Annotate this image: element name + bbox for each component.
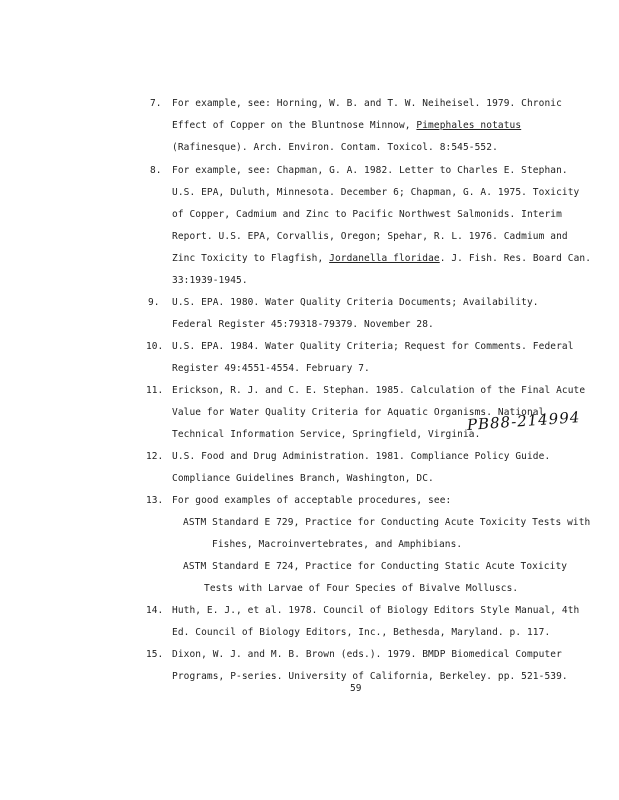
reference-number: 13. bbox=[146, 495, 164, 506]
reference-line bbox=[172, 253, 591, 265]
text-segment: U.S. EPA. 1984. Water Quality Criteria; Request for Comments. Federal bbox=[172, 341, 574, 352]
text-segment: Ed. Council of Biology Editors, Inc., Bethesda, Maryland. p. 117. bbox=[172, 627, 551, 638]
text-segment: Value for Water Quality Criteria for Aquatic Organisms. National bbox=[172, 407, 545, 418]
text-segment: U.S. Food and Drug Administration. 1981. Compliance Policy Guide. bbox=[172, 451, 551, 462]
reference-line bbox=[172, 627, 550, 639]
text-segment: Zinc Toxicity to Flagfish, bbox=[172, 253, 330, 264]
reference-number: 8. bbox=[150, 165, 162, 176]
reference-line bbox=[172, 473, 434, 485]
text-segment: Tests with Larvae of Four Species of Bivalve Molluscs. bbox=[204, 583, 519, 594]
reference-number: 10. bbox=[146, 341, 164, 352]
reference-line bbox=[204, 583, 518, 595]
text-segment: Federal Register 45:79318-79379. November 28. bbox=[172, 319, 434, 330]
reference-line bbox=[212, 539, 462, 551]
reference-line bbox=[172, 341, 574, 353]
reference-line bbox=[172, 120, 521, 132]
text-segment: ASTM Standard E 729, Practice for Conducting Acute Toxicity Tests with bbox=[183, 517, 591, 528]
reference-line bbox=[172, 671, 568, 683]
handwritten-accession-number: PB88-214994 bbox=[466, 408, 581, 434]
reference-number: 9. bbox=[148, 297, 160, 308]
text-segment: Report. U.S. EPA, Corvallis, Oregon; Spehar, R. L. 1976. Cadmium and bbox=[172, 231, 568, 242]
reference-line bbox=[172, 297, 539, 309]
reference-line bbox=[172, 429, 480, 441]
reference-line bbox=[183, 517, 590, 529]
reference-number: 12. bbox=[146, 451, 164, 462]
reference-number: 11. bbox=[146, 385, 164, 396]
text-segment: (Rafinesque). Arch. Environ. Contam. Toxicol. 8:545-552. bbox=[172, 142, 498, 153]
reference-line bbox=[183, 561, 567, 573]
reference-line bbox=[172, 98, 562, 110]
reference-number: 15. bbox=[146, 649, 164, 660]
text-segment: For good examples of acceptable procedures, see: bbox=[172, 495, 452, 506]
page-number: 59 bbox=[350, 683, 362, 694]
reference-number: 7. bbox=[150, 98, 162, 109]
text-segment: 33:1939-1945. bbox=[172, 275, 248, 286]
text-segment: Compliance Guidelines Branch, Washington, DC. bbox=[172, 473, 434, 484]
text-segment: Huth, E. J., et al. 1978. Council of Biology Editors Style Manual, 4th bbox=[172, 605, 580, 616]
reference-line bbox=[172, 605, 579, 617]
reference-line bbox=[172, 142, 498, 154]
text-segment: Effect of Copper on the Bluntnose Minnow, bbox=[172, 120, 417, 131]
reference-line bbox=[172, 275, 248, 287]
reference-line bbox=[172, 495, 451, 507]
reference-line bbox=[172, 363, 370, 375]
text-segment: Programs, P-series. University of California, Berkeley. pp. 521-539. bbox=[172, 671, 568, 682]
text-segment: . J. Fish. Res. Board Can. bbox=[439, 253, 592, 264]
reference-line bbox=[172, 231, 568, 243]
reference-line bbox=[172, 165, 568, 177]
species-name: Jordanella floridae bbox=[329, 253, 440, 264]
text-segment: For example, see: Horning, W. B. and T. W. Neiheisel. 1979. Chronic bbox=[172, 98, 562, 109]
reference-line bbox=[172, 187, 579, 199]
text-segment: U.S. EPA. 1980. Water Quality Criteria Documents; Availability. bbox=[172, 297, 539, 308]
species-name: Pimephales notatus bbox=[416, 120, 522, 131]
reference-number: 14. bbox=[146, 605, 164, 616]
text-segment: Dixon, W. J. and M. B. Brown (eds.). 1979. BMDP Biomedical Computer bbox=[172, 649, 562, 660]
reference-line bbox=[172, 649, 562, 661]
text-segment: Register 49:4551-4554. February 7. bbox=[172, 363, 370, 374]
reference-line bbox=[172, 319, 434, 331]
text-segment: ASTM Standard E 724, Practice for Conducting Static Acute Toxicity bbox=[183, 561, 568, 572]
text-segment: For example, see: Chapman, G. A. 1982. Letter to Charles E. Stephan. bbox=[172, 165, 568, 176]
reference-line bbox=[172, 451, 550, 463]
text-segment: Fishes, Macroinvertebrates, and Amphibians. bbox=[212, 539, 463, 550]
text-segment: Erickson, R. J. and C. E. Stephan. 1985. Calculation of the Final Acute bbox=[172, 385, 586, 396]
reference-line bbox=[172, 385, 585, 397]
text-segment: U.S. EPA, Duluth, Minnesota. December 6; Chapman, G. A. 1975. Toxicity bbox=[172, 187, 580, 198]
text-segment: Technical Information Service, Springfield, Virginia. bbox=[172, 429, 481, 440]
reference-line bbox=[172, 209, 562, 221]
text-segment: of Copper, Cadmium and Zinc to Pacific Northwest Salmonids. Interim bbox=[172, 209, 562, 220]
